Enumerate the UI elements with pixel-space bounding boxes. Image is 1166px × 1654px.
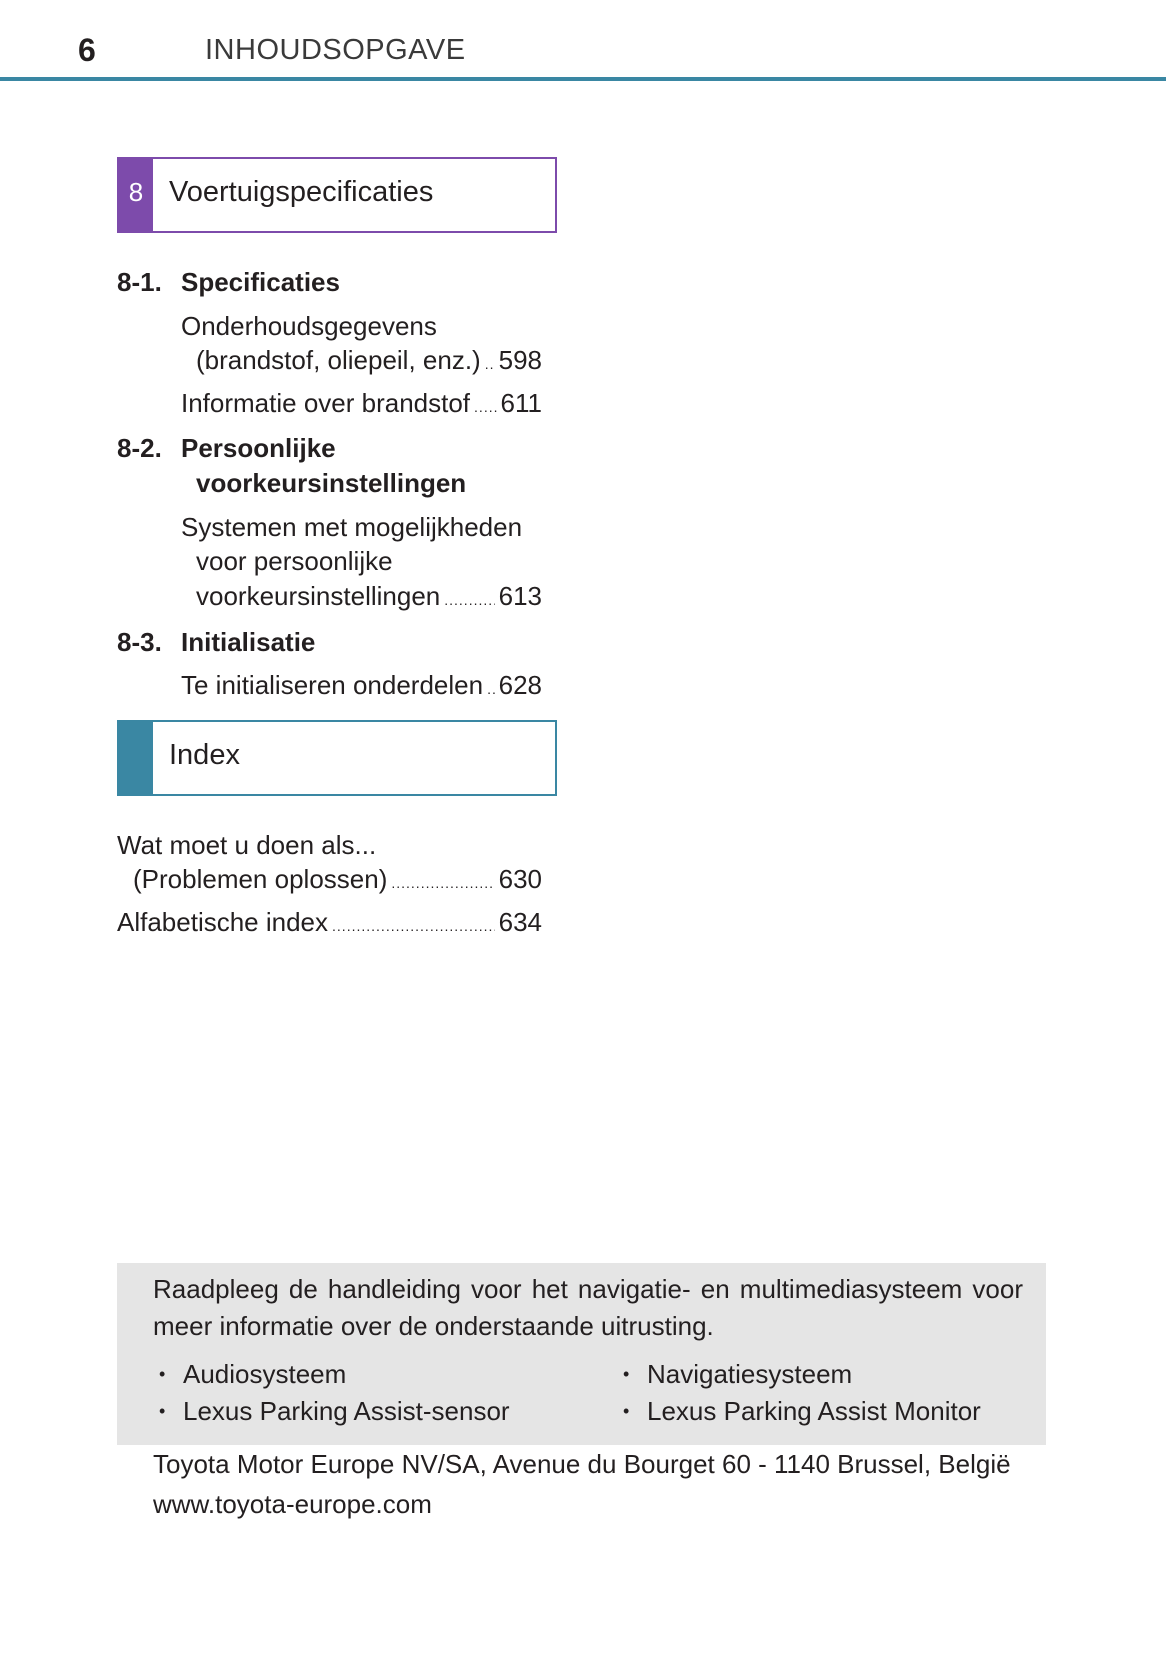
toc-entry[interactable]: [181, 669, 542, 701]
toc-entry-label: voorkeursinstellingen: [196, 581, 441, 611]
toc-entry[interactable]: [133, 863, 542, 895]
subsection-number: 8-1.: [117, 267, 162, 297]
toc-page-number: 634: [498, 907, 542, 937]
toc-entry[interactable]: [196, 580, 542, 612]
bullet-icon: •: [623, 1364, 630, 1384]
toc-entry-label: Informatie over brandstof: [181, 388, 471, 418]
section-number-tab: 8: [119, 159, 153, 231]
subsection-title-cont[interactable]: voorkeursinstellingen: [196, 468, 467, 498]
leader-dots: [485, 348, 495, 380]
list-item: • Lexus Parking Assist Monitor: [623, 1396, 981, 1426]
toc-entry-line: Wat moet u doen als...: [117, 830, 377, 860]
bullet-icon: •: [159, 1401, 166, 1421]
bullet-icon: •: [623, 1401, 630, 1421]
section-title: Index: [169, 739, 240, 771]
section-color-tab: [119, 722, 153, 794]
toc-page-number: 628: [498, 670, 542, 700]
section-8-heading[interactable]: [117, 157, 557, 233]
leader-dots: [332, 910, 495, 942]
toc-entry-label: Alfabetische index: [117, 907, 329, 937]
toc-page-number: 611: [500, 388, 542, 418]
footer-address: Toyota Motor Europe NV/SA, Avenue du Bourget 60 - 1140 Brussel, België: [153, 1449, 1011, 1479]
leader-dots: [474, 391, 497, 423]
leader-dots: [391, 867, 494, 899]
header-divider: [0, 77, 1166, 81]
subsection-title[interactable]: Persoonlijke: [181, 433, 336, 463]
toc-entry[interactable]: [117, 906, 542, 938]
subsection-number: 8-3.: [117, 627, 162, 657]
subsection-number: 8-2.: [117, 433, 162, 463]
list-item: • Audiosysteem: [159, 1359, 347, 1389]
leader-dots: [444, 584, 494, 616]
page-header: [0, 0, 1166, 84]
subsection-title[interactable]: Initialisatie: [181, 627, 316, 657]
toc-entry-line: Onderhoudsgegevens: [181, 311, 437, 341]
list-item: • Lexus Parking Assist-sensor: [159, 1396, 510, 1426]
index-heading[interactable]: [117, 720, 557, 796]
note-text: Raadpleeg de handleiding voor het navigatie- en multimediasysteem voor meer informatie over de onderstaande uitrusting.: [153, 1274, 1023, 1341]
toc-entry-line: Systemen met mogelijkheden: [181, 512, 523, 542]
toc-entry[interactable]: [196, 344, 542, 376]
toc-entry-label: Te initialiseren onderdelen: [181, 670, 484, 700]
list-item: • Navigatiesysteem: [623, 1359, 853, 1389]
toc-page-number: 613: [498, 581, 542, 611]
toc-entry-line: voor persoonlijke: [196, 546, 393, 576]
subsection-title[interactable]: Specificaties: [181, 267, 340, 297]
toc-entry[interactable]: [181, 387, 542, 419]
toc-page-number: 630: [498, 864, 542, 894]
section-title: Voertuigspecificaties: [169, 176, 434, 208]
bullet-icon: •: [159, 1364, 166, 1384]
toc-page-number: 598: [498, 345, 542, 375]
note-box: [117, 1263, 1046, 1445]
toc-entry-label: (Problemen oplossen): [133, 864, 388, 894]
leader-dots: [487, 673, 495, 705]
footer-website[interactable]: www.toyota-europe.com: [153, 1489, 432, 1519]
toc-entry-label: (brandstof, oliepeil, enz.): [196, 345, 481, 375]
page-number: 6: [78, 32, 96, 68]
chapter-title: INHOUDSOPGAVE: [205, 34, 466, 66]
